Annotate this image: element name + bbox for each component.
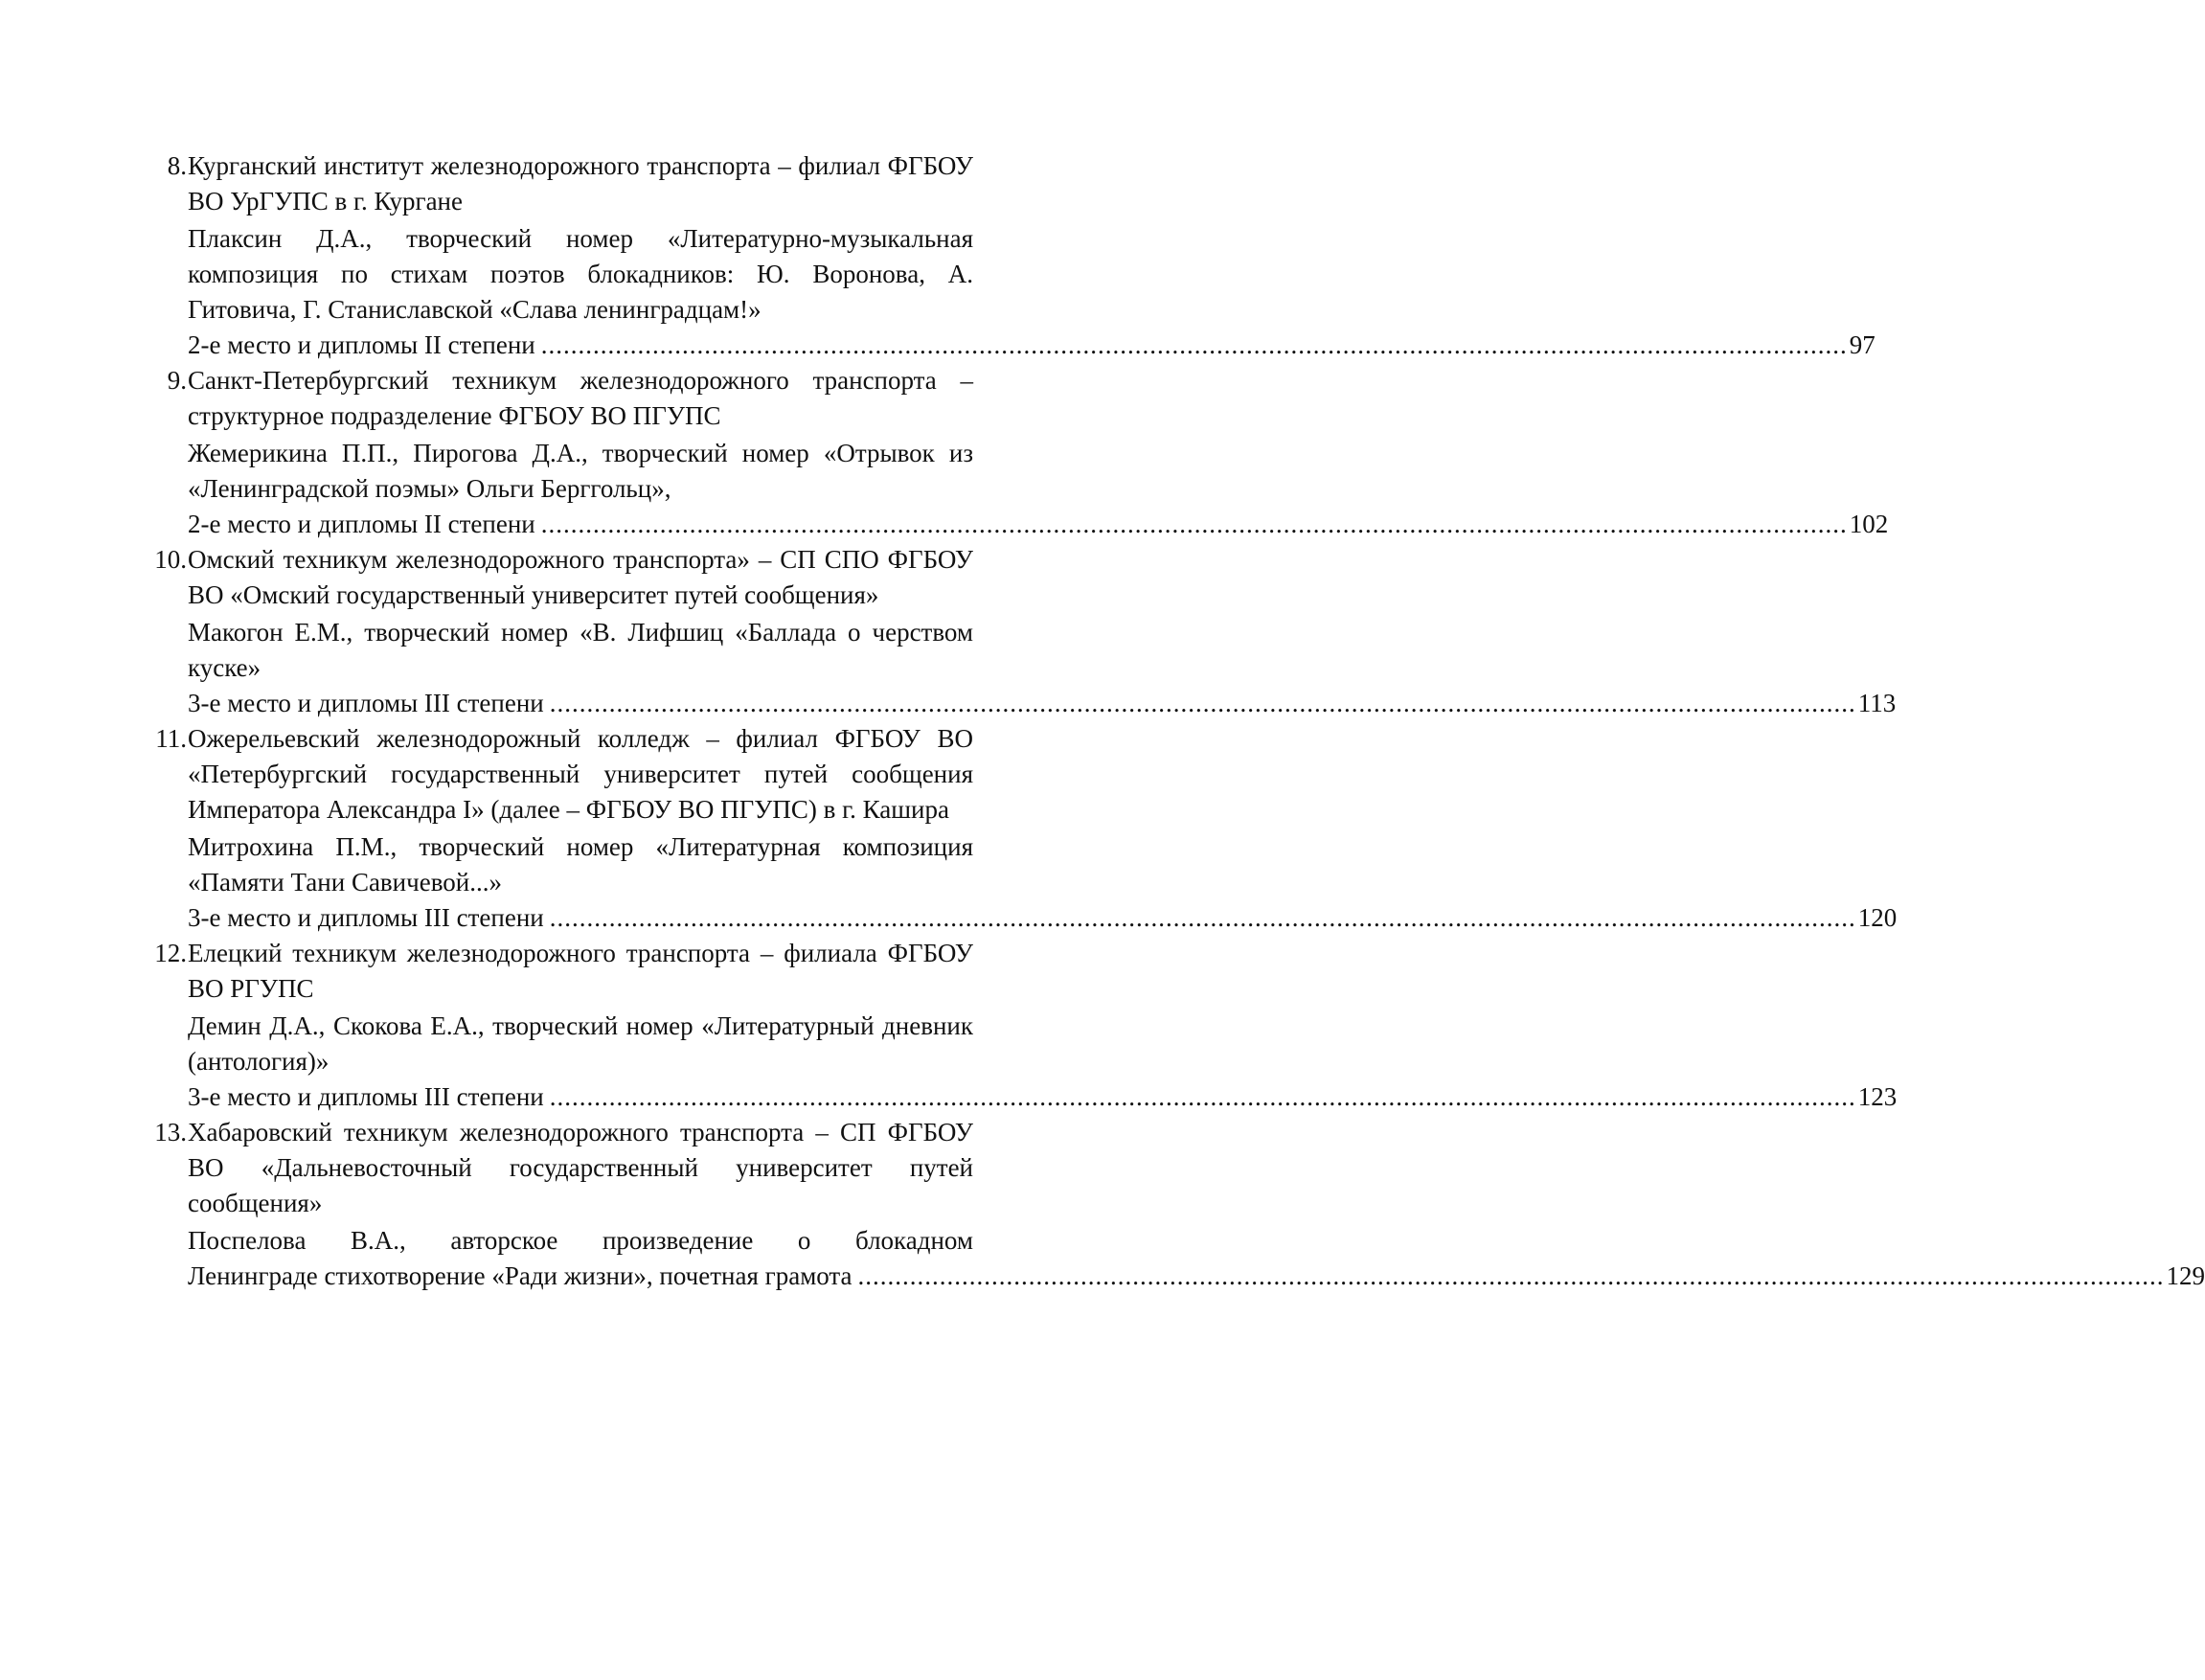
entry-award-line [188, 328, 1875, 363]
page-number[interactable]: 129 [2166, 1261, 2205, 1290]
toc-entry [0, 936, 1898, 1115]
dot-leader: ................................................................................................................................................................................ [857, 1261, 2165, 1290]
dot-leader: ................................................................................................................................................................................ [549, 689, 1856, 717]
toc-entry [0, 721, 1898, 936]
entry-institution: Хабаровский техникум железнодорожного транспорта – СП ФГБОУ ВО «Дальневосточный государственный университет путей сообщения» [188, 1118, 973, 1217]
dot-leader: ................................................................................................................................................................................ [549, 1082, 1856, 1111]
entry-work: Жемерикина П.П., Пирогова Д.А., творческий номер «Отрывок из «Ленинградской поэмы» Ольги Берггольц», [188, 439, 973, 503]
entry-work-last-line [188, 1259, 2205, 1294]
entry-number: 9. [167, 366, 187, 395]
entry-number: 8. [167, 151, 187, 180]
entry-award: 3-е место и дипломы III степени [188, 689, 544, 717]
entry-award-line [188, 900, 1898, 936]
toc-entry [0, 148, 1875, 363]
page-number[interactable]: 113 [1857, 689, 1897, 717]
entry-number: 12. [154, 939, 187, 967]
page-number[interactable]: 120 [1857, 903, 1898, 932]
dot-leader: ................................................................................................................................................................................ [540, 510, 1848, 538]
entry-work: Плаксин Д.А., творческий номер «Литературно-музыкальная композиция по стихам поэтов блокадников: Ю. Воронова, А. Гитовича, Г. Станиславской «Слава ленинградцам!» [188, 224, 973, 324]
toc-entry [0, 363, 1889, 542]
entry-work: Макогон Е.М., творческий номер «В. Лифшиц «Баллада о черством куске» [188, 618, 973, 682]
entry-institution: Курганский институт железнодорожного транспорта – филиал ФГБОУ ВО УрГУПС в г. Кургане [188, 151, 973, 216]
entry-award-line [188, 686, 1897, 721]
page-number[interactable]: 123 [1857, 1082, 1898, 1111]
entry-number: 11. [155, 724, 187, 753]
table-of-contents [0, 148, 2205, 1294]
entry-award-line [188, 1079, 1898, 1115]
entry-work-tail: Ленинграде стихотворение «Ради жизни», почетная грамота [188, 1261, 852, 1290]
page-number[interactable]: 97 [1849, 330, 1875, 359]
entry-institution: Омский техникум железнодорожного транспорта» – СП СПО ФГБОУ ВО «Омский государственный университет путей сообщения» [188, 545, 973, 609]
page-number[interactable]: 102 [1849, 510, 1889, 538]
entry-institution: Ожерельевский железнодорожный колледж – филиал ФГБОУ ВО «Петербургский государственный университет путей сообщения Императора Александра I» (далее – ФГБОУ ВО ПГУПС) в г. Кашира [188, 724, 973, 824]
dot-leader: ................................................................................................................................................................................ [549, 903, 1856, 932]
entry-work: Митрохина П.М., творческий номер «Литературная композиция «Памяти Тани Савичевой...» [188, 832, 973, 897]
entry-award: 3-е место и дипломы III степени [188, 903, 544, 932]
entry-award: 2-е место и дипломы II степени [188, 510, 535, 538]
entry-institution: Санкт-Петербургский техникум железнодорожного транспорта – структурное подразделение ФГБОУ ВО ПГУПС [188, 366, 973, 430]
entry-award: 3-е место и дипломы III степени [188, 1082, 544, 1111]
entry-institution: Елецкий техникум железнодорожного транспорта – филиала ФГБОУ ВО РГУПС [188, 939, 973, 1003]
entry-work: Демин Д.А., Скокова Е.А., творческий номер «Литературный дневник (антология)» [188, 1011, 973, 1076]
entry-work-first-line: Поспелова В.А., авторское произведение о блокадном [188, 1226, 973, 1255]
entry-award-line [188, 507, 1889, 542]
toc-entry [0, 1115, 2205, 1294]
dot-leader: ................................................................................................................................................................................ [540, 330, 1848, 359]
toc-entry [0, 542, 1897, 721]
entry-number: 13. [154, 1118, 187, 1146]
entry-award: 2-е место и дипломы II степени [188, 330, 535, 359]
entry-number: 10. [154, 545, 187, 574]
